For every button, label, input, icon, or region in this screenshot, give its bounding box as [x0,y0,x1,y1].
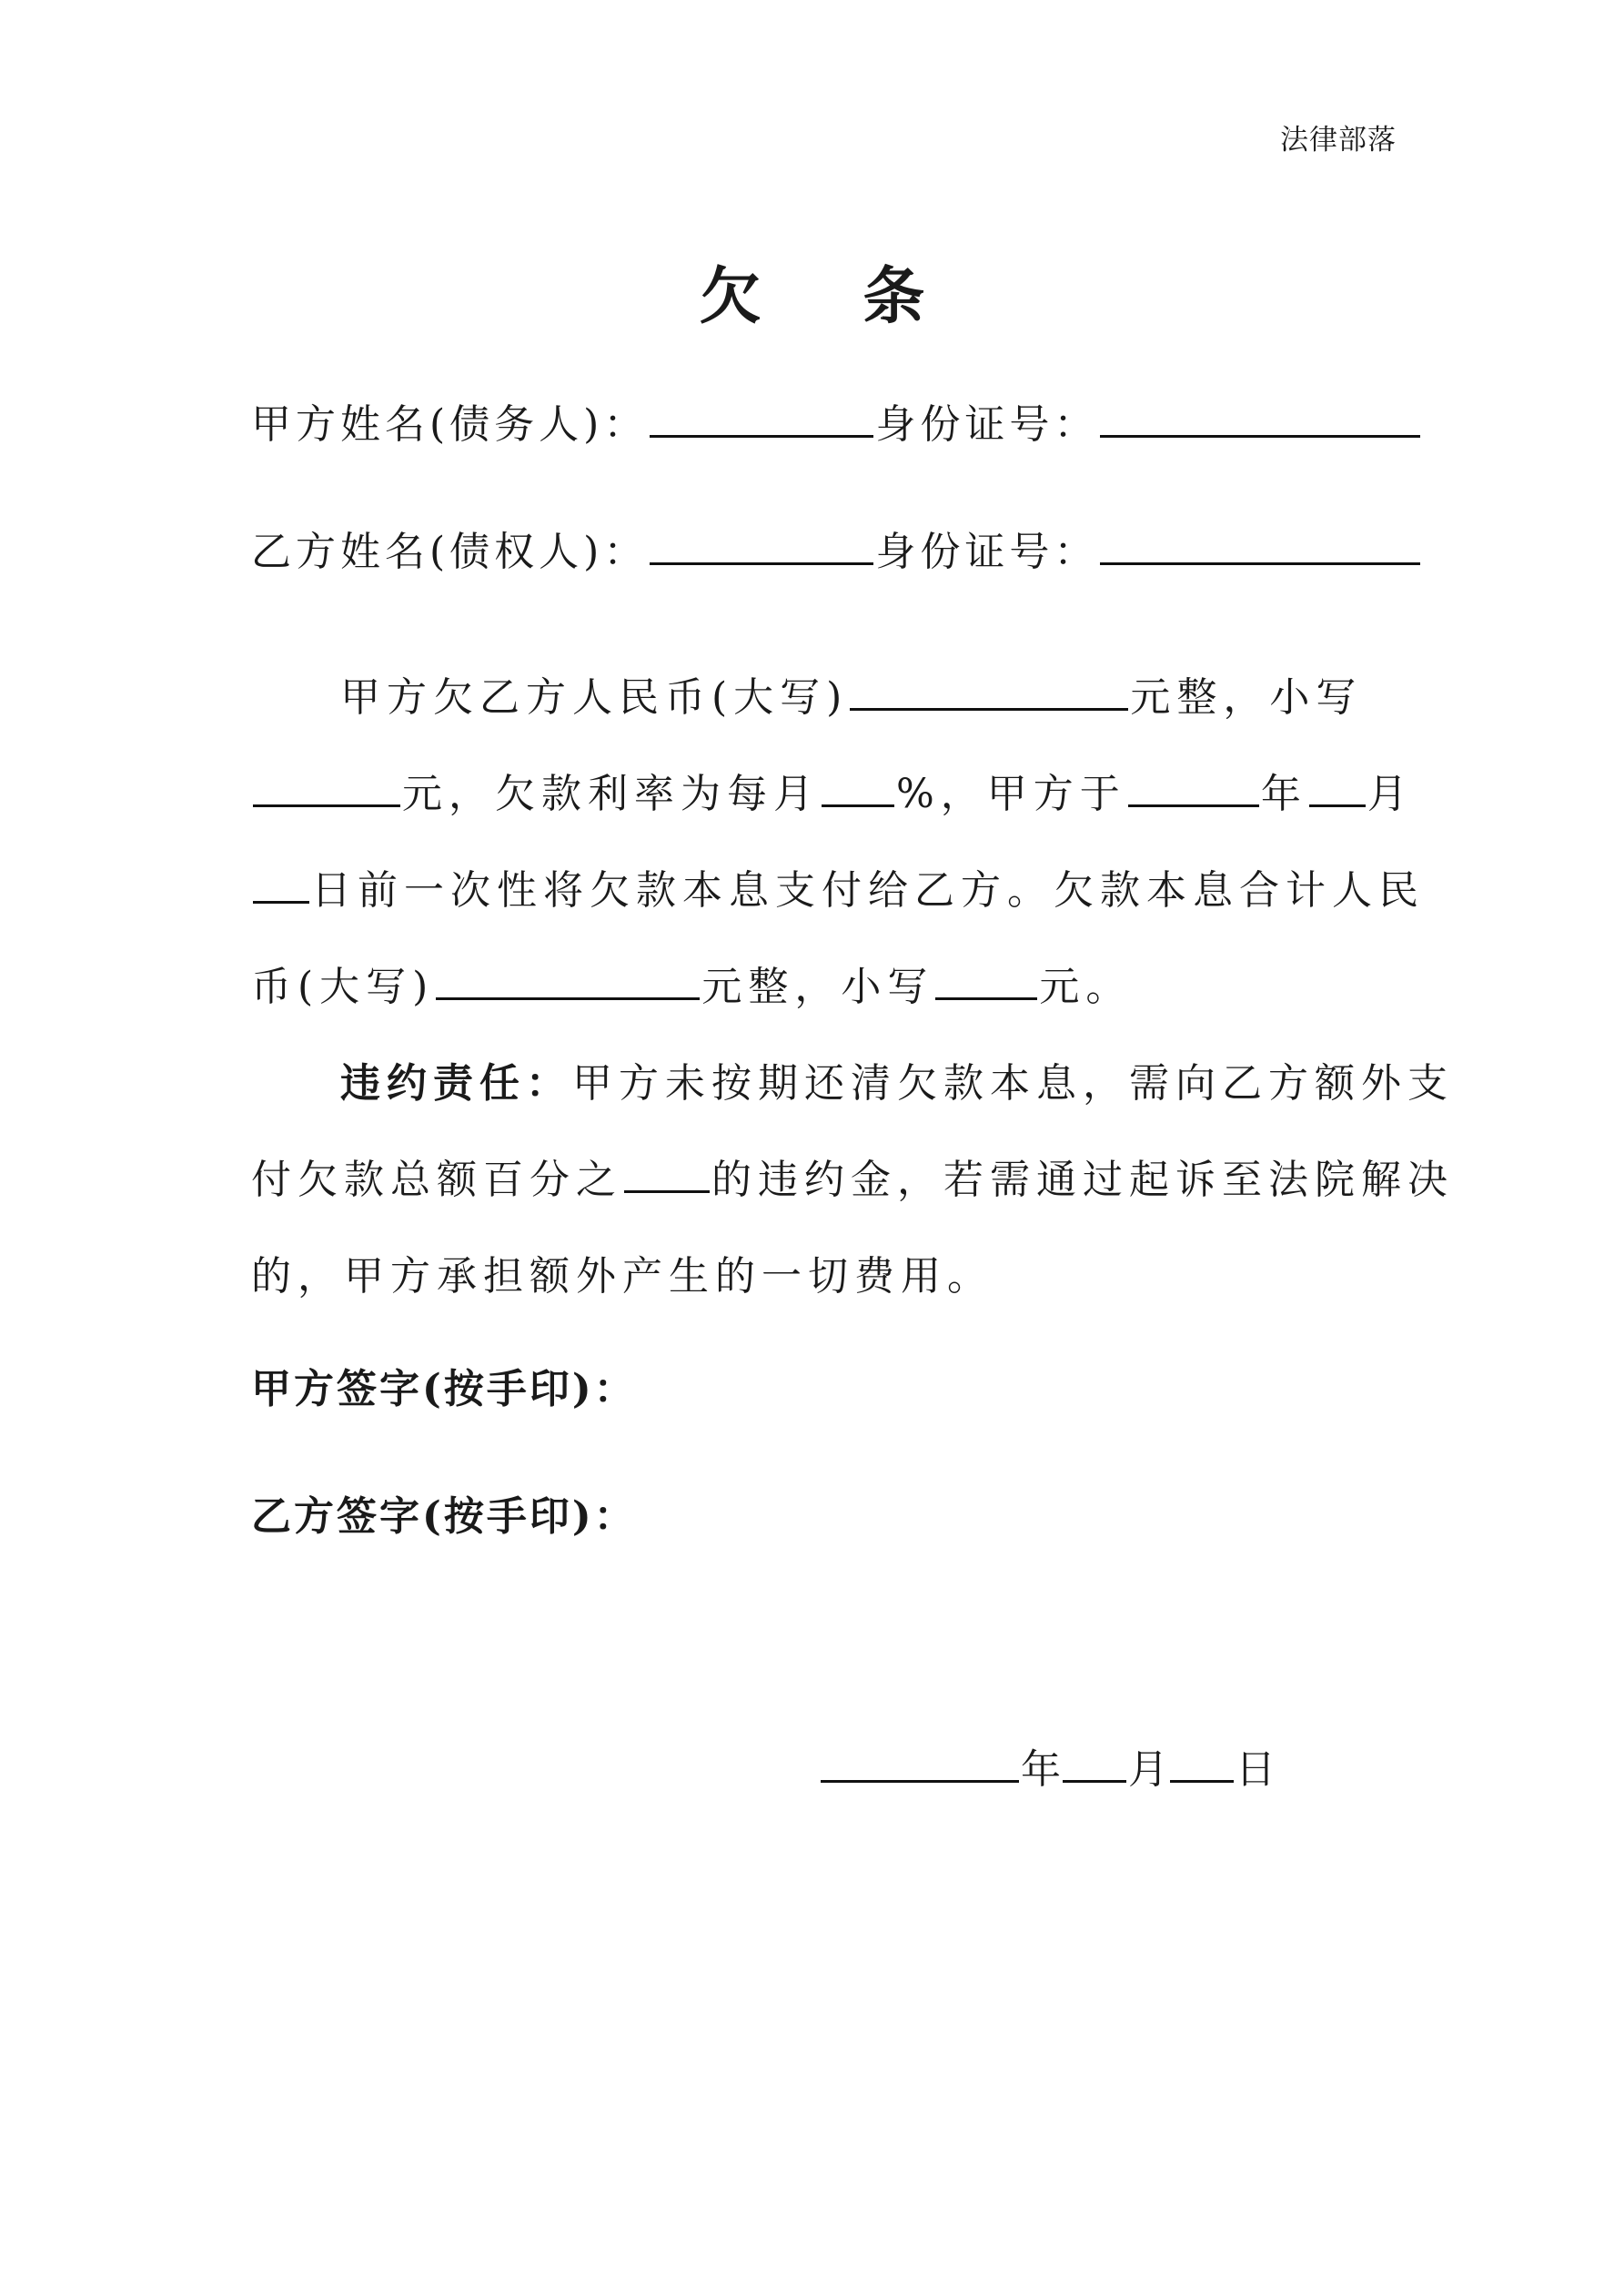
party-a-signature-label: 甲方签字(按手印)： [251,1366,637,1412]
breach-line-1 [340,1050,1454,1108]
creditor-row [251,519,1422,577]
date-line [819,1736,1276,1795]
loan-terms-line-4 [251,954,1132,1012]
total-figures-blank[interactable] [935,996,1037,1000]
loan-terms-text: 甲方欠乙方人民币(大写) [340,674,849,721]
header-brand: 法律部落 [1280,124,1397,157]
loan-terms-text: %，甲方于 [896,771,1126,817]
penalty-percent-blank[interactable] [624,1189,710,1193]
loan-terms-text: 月 [1367,771,1414,817]
loan-terms-line-3 [251,857,1425,915]
party-b-signature-label: 乙方签字(按手印)： [251,1493,637,1540]
debtor-name-blank[interactable] [650,434,873,438]
amount-words-blank[interactable] [850,707,1128,711]
creditor-name-blank[interactable] [650,561,873,565]
interest-rate-blank[interactable] [822,804,894,807]
loan-terms-text: 币(大写) [251,964,435,1010]
debtor-row [251,391,1422,450]
document-title: 欠 条 [699,260,965,333]
loan-terms-text: 日前一次性将欠款本息支付给乙方。欠款本息合计人民 [311,867,1425,914]
creditor-id-blank[interactable] [1100,561,1420,565]
breach-text: 的，甲方承担额外产生的一切费用。 [251,1253,994,1300]
loan-terms-text: 元，欠款利率为每月 [402,771,820,817]
breach-line-3 [251,1243,994,1301]
amount-figures-blank[interactable] [253,804,400,807]
breach-text: 的违约金，若需通过起诉至法院解决 [711,1157,1454,1203]
due-day-blank[interactable] [253,900,309,904]
breach-heading: 违约责任： [340,1060,572,1107]
due-month-blank[interactable] [1309,804,1366,807]
date-year-label: 年 [1021,1746,1061,1793]
date-day-blank[interactable] [1170,1779,1234,1783]
breach-text: 甲方未按期还清欠款本息，需向乙方额外支 [572,1060,1454,1107]
breach-text: 付欠款总额百分之 [251,1157,622,1203]
debtor-label: 甲方姓名(债务人)： [251,401,649,448]
creditor-id-label: 身份证号： [875,529,1099,575]
total-words-blank[interactable] [436,996,700,1000]
due-year-blank[interactable] [1128,804,1259,807]
loan-terms-text: 年 [1260,771,1307,817]
loan-terms-text: 元。 [1039,964,1133,1010]
debtor-id-blank[interactable] [1100,434,1420,438]
debtor-id-label: 身份证号： [875,401,1099,448]
date-month-blank[interactable] [1063,1779,1126,1783]
date-year-blank[interactable] [821,1779,1019,1783]
breach-line-2 [251,1147,1454,1205]
loan-terms-text: 元整，小写 [701,964,934,1010]
date-day-label: 日 [1236,1746,1276,1793]
loan-terms-line-1 [340,664,1362,723]
creditor-label: 乙方姓名(债权人)： [251,529,649,575]
date-month-label: 月 [1128,1746,1168,1793]
loan-terms-line-2 [251,761,1414,819]
loan-terms-text: 元整，小写 [1130,674,1363,721]
